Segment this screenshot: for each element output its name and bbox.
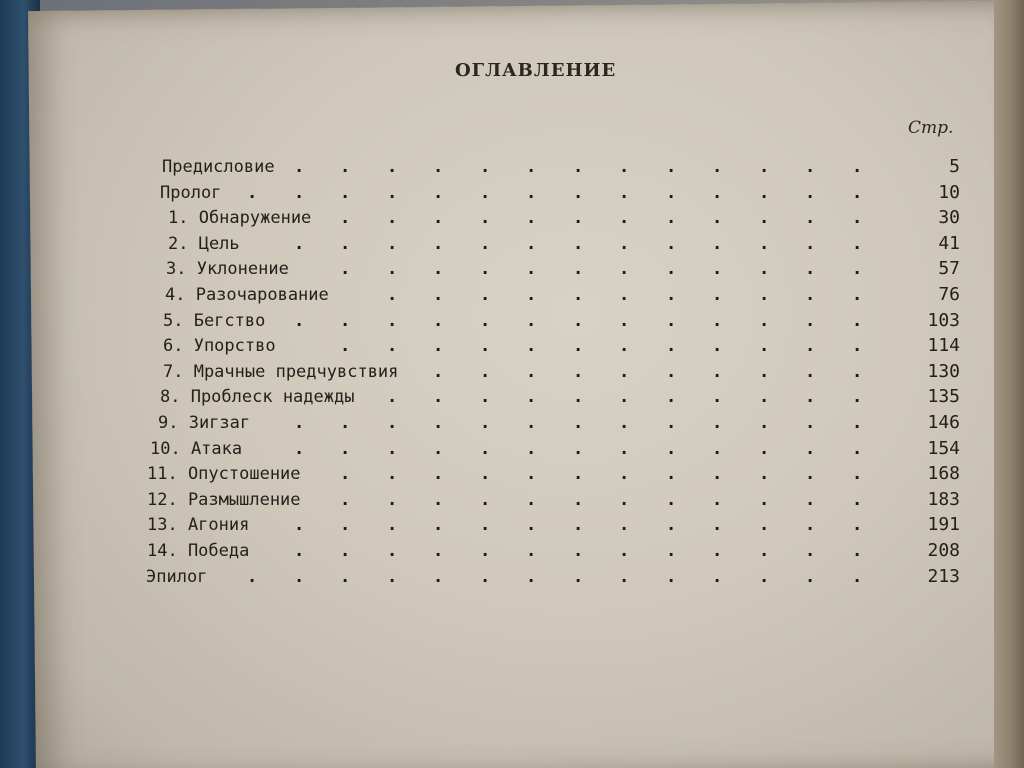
toc-entry-label: 7. Мрачные предчувствия (163, 361, 399, 382)
toc-entry-label: 14. Победа (147, 541, 250, 561)
leader-dot: . (387, 438, 398, 459)
leader-dot: . (340, 310, 351, 331)
leader-dot: . (805, 464, 816, 485)
leader-dot: . (340, 233, 351, 254)
leader-dot: . (852, 182, 863, 203)
leader-dot: . (619, 259, 630, 280)
leader-dot: . (852, 438, 863, 459)
toc-entry (0, 359, 1024, 385)
leader-dot: . (852, 310, 863, 331)
leader-dot: . (573, 566, 584, 587)
leader-dot: . (759, 157, 770, 177)
leader-dot: . (666, 259, 677, 280)
leader-dot: . (294, 566, 305, 587)
leader-dot: . (480, 361, 491, 382)
leader-dot: . (480, 387, 491, 408)
leader-dot: . (387, 182, 398, 203)
leader-dot: . (805, 336, 816, 357)
leader-dot: . (294, 233, 305, 254)
leader-dot: . (619, 413, 630, 433)
leader-dot: . (340, 208, 351, 229)
leader-dot: . (619, 336, 630, 357)
leader-dot: . (294, 515, 305, 536)
leader-dot: . (619, 438, 630, 459)
leader-dot: . (340, 515, 351, 536)
leader-dot: . (666, 489, 677, 510)
leader-dot: . (852, 413, 863, 433)
leader-dot: . (433, 541, 444, 561)
toc-entry (0, 487, 1024, 513)
leader-dot: . (340, 336, 351, 357)
toc-entry-label: 10. Атака (150, 438, 243, 459)
toc-entry-label: 12. Размышление (147, 489, 301, 510)
toc-entry-page: 103 (927, 309, 960, 331)
leader-dot: . (666, 336, 677, 357)
page-column-label: Стр. (908, 118, 954, 138)
toc-entry (0, 205, 1024, 231)
leader-dot: . (340, 489, 351, 510)
leader-dot: . (619, 464, 630, 485)
leader-dot: . (852, 541, 863, 561)
toc-entry (0, 564, 1024, 590)
leader-dot: . (759, 233, 770, 254)
leader-dot: . (759, 438, 770, 459)
leader-dot: . (294, 157, 305, 177)
toc-heading: ОГЛАВЛЕНИЕ (455, 60, 617, 81)
leader-dot: . (573, 438, 584, 459)
leader-dot: . (387, 310, 398, 331)
leader-dot: . (480, 157, 491, 177)
leader-dot: . (619, 208, 630, 229)
leader-dot: . (759, 361, 770, 382)
leader-dot: . (712, 233, 723, 254)
leader-dot: . (573, 515, 584, 536)
leader-dot: . (480, 566, 491, 587)
leader-dot: . (526, 310, 537, 331)
leader-dot: . (573, 541, 584, 561)
leader-dot: . (526, 361, 537, 382)
leader-dot: . (619, 285, 630, 305)
toc-entry-label: 11. Опустошение (147, 464, 301, 485)
leader-dot: . (433, 310, 444, 331)
leader-dot: . (573, 285, 584, 305)
leader-dot: . (805, 489, 816, 510)
leader-dot: . (526, 515, 537, 536)
leader-dot: . (852, 566, 863, 587)
leader-dot: . (712, 387, 723, 408)
leader-dot: . (805, 310, 816, 331)
leader-dot: . (712, 464, 723, 485)
toc-entry-page: 208 (927, 540, 960, 561)
leader-dot: . (340, 438, 351, 459)
leader-dot: . (573, 182, 584, 203)
leader-dot: . (852, 233, 863, 254)
leader-dot: . (666, 413, 677, 433)
toc-entry-label: 2. Цель (168, 233, 240, 254)
leader-dot: . (433, 182, 444, 203)
leader-dot: . (759, 336, 770, 357)
leader-dot: . (805, 208, 816, 229)
leader-dot: . (805, 541, 816, 561)
leader-dot: . (712, 259, 723, 280)
leader-dot: . (619, 182, 630, 203)
leader-dot: . (759, 285, 770, 305)
leader-dot: . (712, 489, 723, 510)
leader-dot: . (666, 541, 677, 561)
leader-dot: . (340, 182, 351, 203)
leader-dot: . (852, 336, 863, 357)
leader-dot: . (759, 566, 770, 587)
toc-entry (0, 282, 1024, 308)
leader-dot: . (340, 541, 351, 561)
leader-dot: . (387, 208, 398, 229)
leader-dot: . (526, 464, 537, 485)
leader-dot: . (573, 489, 584, 510)
leader-dot: . (666, 285, 677, 305)
toc-entry-page: 135 (927, 386, 960, 408)
leader-dot: . (712, 336, 723, 357)
toc-entry-page: 41 (938, 232, 960, 254)
leader-dot: . (433, 438, 444, 459)
toc-entry-label: 9. Зигзаг (158, 413, 251, 433)
leader-dot: . (480, 233, 491, 254)
leader-dot: . (759, 413, 770, 433)
leader-dot: . (526, 336, 537, 357)
leader-dot: . (433, 515, 444, 536)
leader-dot: . (387, 413, 398, 433)
leader-dot: . (573, 464, 584, 485)
leader-dot: . (480, 541, 491, 561)
leader-dot: . (387, 489, 398, 510)
toc-entry-page: 76 (938, 284, 960, 305)
leader-dot: . (805, 259, 816, 280)
toc-entry-page: 10 (938, 181, 960, 203)
leader-dot: . (852, 515, 863, 536)
leader-dot: . (387, 157, 398, 177)
leader-dot: . (294, 413, 305, 433)
leader-dot: . (759, 208, 770, 229)
leader-dot: . (852, 157, 863, 177)
leader-dot: . (666, 233, 677, 254)
leader-dot: . (759, 310, 770, 331)
leader-dot: . (573, 310, 584, 331)
leader-dot: . (433, 285, 444, 305)
leader-dot: . (666, 566, 677, 587)
leader-dot: . (805, 387, 816, 408)
toc-entry-page: 114 (927, 335, 960, 357)
leader-dot: . (712, 208, 723, 229)
leader-dot: . (340, 413, 351, 433)
leader-dot: . (759, 464, 770, 485)
leader-dot: . (805, 233, 816, 254)
leader-dot: . (805, 285, 816, 305)
leader-dot: . (619, 515, 630, 536)
leader-dot: . (573, 233, 584, 254)
leader-dot: . (433, 413, 444, 433)
leader-dot: . (387, 233, 398, 254)
leader-dot: . (480, 464, 491, 485)
leader-dot: . (387, 336, 398, 357)
leader-dot: . (294, 438, 305, 459)
leader-dot: . (666, 361, 677, 382)
leader-dot: . (759, 489, 770, 510)
leader-dot: . (712, 515, 723, 536)
leader-dot: . (666, 438, 677, 459)
leader-dot: . (712, 438, 723, 459)
leader-dot: . (433, 361, 444, 382)
leader-dot: . (340, 259, 351, 280)
leader-dot: . (433, 387, 444, 408)
toc-entry (0, 410, 1024, 436)
leader-dot: . (526, 157, 537, 177)
leader-dot: . (712, 182, 723, 203)
leader-dot: . (526, 233, 537, 254)
leader-dot: . (573, 387, 584, 408)
toc-entry-label: Предисловие (162, 157, 275, 177)
leader-dot: . (805, 361, 816, 382)
leader-dot: . (852, 208, 863, 229)
leader-dot: . (759, 541, 770, 561)
leader-dot: . (666, 182, 677, 203)
leader-dot: . (387, 566, 398, 587)
leader-dot: . (526, 566, 537, 587)
leader-dot: . (666, 157, 677, 177)
toc-entry-page: 130 (927, 360, 960, 382)
leader-dot: . (433, 157, 444, 177)
leader-dot: . (852, 361, 863, 382)
leader-dot: . (573, 208, 584, 229)
leader-dot: . (619, 541, 630, 561)
toc-entry-page: 168 (927, 463, 960, 485)
leader-dot: . (247, 566, 258, 587)
leader-dot: . (852, 387, 863, 408)
leader-dot: . (805, 438, 816, 459)
toc-entry (0, 436, 1024, 462)
leader-dot: . (619, 566, 630, 587)
leader-dot: . (294, 541, 305, 561)
toc-entry (0, 308, 1024, 334)
toc-entry-page: 183 (927, 488, 960, 510)
leader-dot: . (526, 413, 537, 433)
leader-dot: . (433, 336, 444, 357)
leader-dot: . (247, 182, 258, 203)
leader-dot: . (526, 438, 537, 459)
leader-dot: . (340, 566, 351, 587)
leader-dot: . (759, 387, 770, 408)
leader-dot: . (480, 182, 491, 203)
leader-dot: . (480, 413, 491, 433)
leader-dot: . (712, 413, 723, 433)
leader-dot: . (712, 566, 723, 587)
leader-dot: . (387, 464, 398, 485)
leader-dot: . (387, 259, 398, 280)
toc-entry-page: 154 (927, 437, 960, 459)
leader-dot: . (759, 515, 770, 536)
toc-entry-page: 57 (938, 258, 960, 280)
toc-entry (0, 538, 1024, 564)
leader-dot: . (852, 464, 863, 485)
leader-dot: . (852, 259, 863, 280)
leader-dot: . (666, 387, 677, 408)
toc-entry (0, 461, 1024, 487)
leader-dot: . (852, 285, 863, 305)
leader-dot: . (666, 515, 677, 536)
toc-entry-label: 8. Проблеск надежды (160, 387, 355, 408)
leader-dot: . (480, 515, 491, 536)
leader-dot: . (480, 438, 491, 459)
leader-dot: . (480, 208, 491, 229)
leader-dot: . (480, 285, 491, 305)
leader-dot: . (759, 259, 770, 280)
leader-dot: . (526, 259, 537, 280)
toc-entry-label: 5. Бегство (163, 310, 266, 331)
leader-dot: . (712, 361, 723, 382)
toc-entry (0, 384, 1024, 410)
leader-dot: . (573, 413, 584, 433)
leader-dot: . (526, 489, 537, 510)
toc-entry-label: Эпилог (146, 566, 208, 587)
leader-dot: . (526, 208, 537, 229)
toc-entry-label: 6. Упорство (163, 336, 276, 357)
leader-dot: . (759, 182, 770, 203)
leader-dot: . (666, 208, 677, 229)
leader-dot: . (805, 566, 816, 587)
leader-dot: . (387, 387, 398, 408)
leader-dot: . (573, 157, 584, 177)
toc-entry-label: 1. Обнаружение (168, 208, 312, 229)
leader-dot: . (433, 259, 444, 280)
leader-dot: . (480, 310, 491, 331)
toc-entry-page: 191 (927, 514, 960, 536)
toc-entry-label: 4. Разочарование (165, 285, 329, 305)
leader-dot: . (712, 157, 723, 177)
leader-dot: . (712, 310, 723, 331)
leader-dot: . (573, 336, 584, 357)
leader-dot: . (294, 310, 305, 331)
toc-entry (0, 256, 1024, 282)
leader-dot: . (433, 208, 444, 229)
toc-entry-label: 13. Агония (147, 515, 250, 536)
leader-dot: . (480, 336, 491, 357)
toc-entry-label: 3. Уклонение (166, 259, 289, 280)
leader-dot: . (619, 233, 630, 254)
leader-dot: . (387, 541, 398, 561)
leader-dot: . (433, 233, 444, 254)
leader-dot: . (805, 182, 816, 203)
leader-dot: . (805, 413, 816, 433)
leader-dot: . (387, 515, 398, 536)
leader-dot: . (619, 310, 630, 331)
toc-entry-label: Пролог (160, 182, 222, 203)
leader-dot: . (526, 285, 537, 305)
leader-dot: . (805, 157, 816, 177)
leader-dot: . (433, 489, 444, 510)
toc-entry-page: 146 (927, 412, 960, 433)
toc-entry (0, 180, 1024, 206)
leader-dot: . (573, 259, 584, 280)
toc-entry (0, 512, 1024, 538)
leader-dot: . (340, 464, 351, 485)
leader-dot: . (666, 464, 677, 485)
leader-dot: . (712, 541, 723, 561)
leader-dot: . (666, 310, 677, 331)
toc-entry-page: 30 (938, 207, 960, 229)
toc-entry (0, 333, 1024, 359)
leader-dot: . (480, 489, 491, 510)
leader-dot: . (294, 182, 305, 203)
leader-dot: . (805, 515, 816, 536)
leader-dot: . (387, 285, 398, 305)
leader-dot: . (712, 285, 723, 305)
leader-dot: . (619, 489, 630, 510)
leader-dot: . (619, 387, 630, 408)
leader-dot: . (619, 361, 630, 382)
leader-dot: . (433, 566, 444, 587)
toc-entry (0, 231, 1024, 257)
leader-dot: . (852, 489, 863, 510)
leader-dot: . (526, 387, 537, 408)
toc-entry (0, 154, 1024, 180)
leader-dot: . (573, 361, 584, 382)
leader-dot: . (433, 464, 444, 485)
toc-entry-page: 213 (927, 565, 960, 587)
leader-dot: . (619, 157, 630, 177)
leader-dot: . (480, 259, 491, 280)
leader-dot: . (340, 157, 351, 177)
toc-entry-page: 5 (949, 156, 960, 177)
leader-dot: . (526, 182, 537, 203)
leader-dot: . (526, 541, 537, 561)
